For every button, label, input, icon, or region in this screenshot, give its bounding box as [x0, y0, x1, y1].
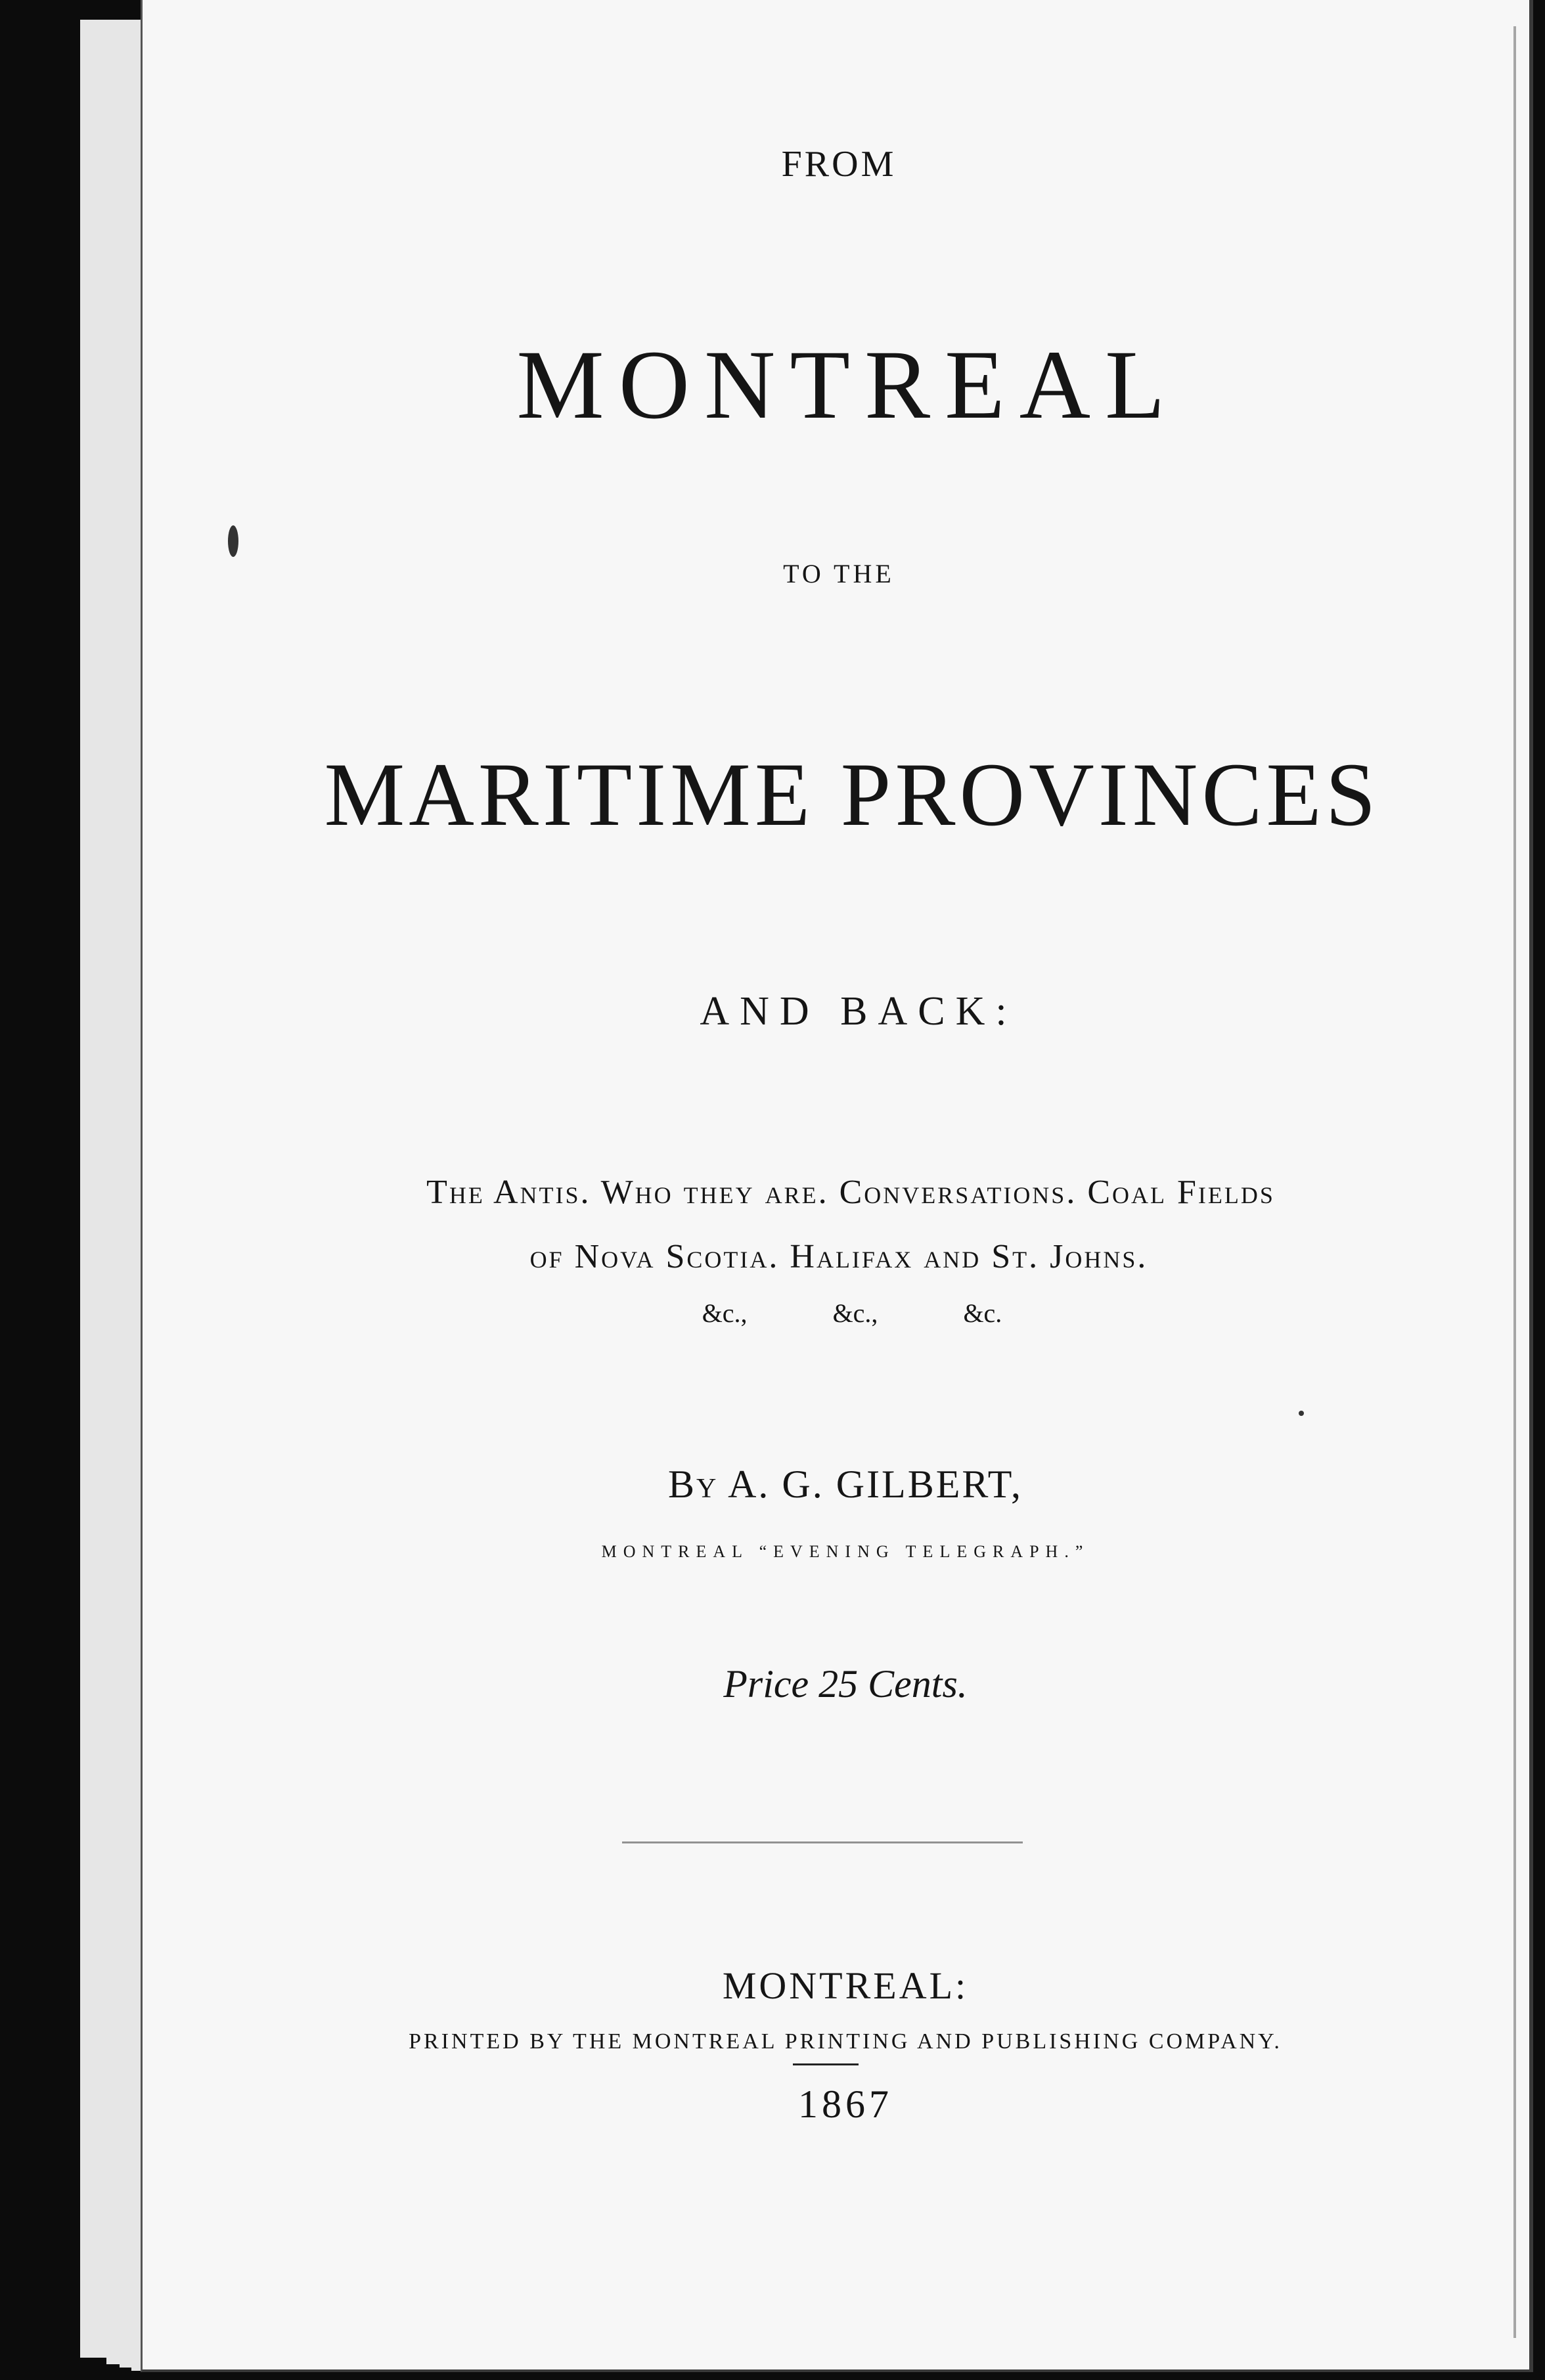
origin-title: MONTREAL	[516, 330, 1180, 439]
price-line: Price 25 Cents.	[723, 1662, 968, 1706]
page-edge	[80, 20, 95, 2358]
divider-rule	[622, 1841, 1023, 1843]
author-line	[149, 1462, 1542, 1507]
contents-line: The Antis. Who they are. Conversations. Coal Fields	[426, 1174, 1275, 1211]
author-name: A. G. GILBERT,	[728, 1463, 1023, 1506]
from-heading: FROM	[781, 144, 897, 185]
ink-smudge	[228, 525, 238, 557]
year-rule	[793, 2063, 859, 2065]
imprint-printer: PRINTED BY THE MONTREAL PRINTING AND PUBLISHING COMPANY.	[409, 2029, 1282, 2054]
etcetera: &c.	[963, 1298, 1002, 1328]
and-back-heading: AND BACK:	[700, 989, 1018, 1034]
imprint-year: 1867	[798, 2082, 893, 2126]
page-edge	[93, 20, 108, 2358]
to-the-heading: TO THE	[783, 559, 895, 588]
contents-line: of Nova Scotia. Halifax and St. Johns.	[529, 1238, 1148, 1275]
etcetera: &c.,	[702, 1298, 748, 1328]
imprint-city: MONTREAL:	[722, 1964, 969, 2007]
etcetera: &c.,	[832, 1298, 878, 1328]
author-affiliation: MONTREAL “EVENING TELEGRAPH.”	[601, 1542, 1090, 1561]
page-edge	[106, 20, 121, 2364]
etcetera-row	[156, 1298, 1545, 1329]
ink-smudge	[1299, 1411, 1304, 1416]
destination-title: MARITIME PROVINCES	[324, 744, 1380, 845]
title-page	[141, 0, 1533, 2372]
author-prefix: By	[668, 1463, 719, 1506]
